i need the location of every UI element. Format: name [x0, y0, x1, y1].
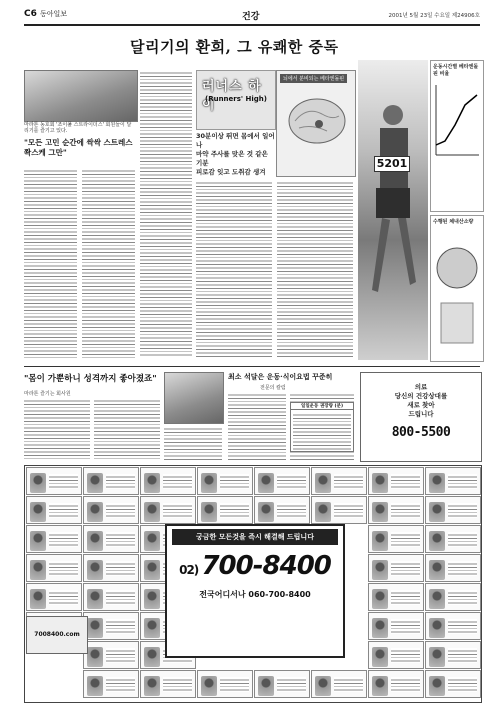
ad-text [106, 619, 135, 634]
runner-figure [358, 60, 428, 360]
oxygen-chart: 수행된 체내산소량 [430, 215, 484, 362]
ad-text [334, 474, 363, 489]
ad-text [391, 677, 420, 692]
advertiser-photo [315, 502, 331, 522]
advertiser-photo [429, 589, 445, 609]
ad-text [106, 474, 135, 489]
ad-text [163, 677, 192, 692]
ad-text [277, 677, 306, 692]
column-author: 전문의 칼럼 [260, 385, 286, 391]
advertiser-photo [144, 531, 160, 551]
classified-ad-cell[interactable] [368, 496, 424, 524]
ad-text [448, 532, 477, 547]
ad-top-line: 궁금한 모든것을 즉시 해결해 드립니다 [172, 529, 338, 545]
ad-nationwide: 전국어디서나 060-700-8400 [199, 590, 311, 599]
classified-ad-cell[interactable] [311, 670, 367, 698]
advertiser-photo [315, 676, 331, 696]
page-number: C6 동아일보 [24, 9, 68, 19]
advertiser-photo [30, 589, 46, 609]
ad-text [391, 532, 420, 547]
advertiser-photo [30, 560, 46, 580]
exercise-table: 일일운동 권장량 (분) [290, 402, 354, 452]
ad-text [277, 474, 306, 489]
classified-ad-cell[interactable] [368, 525, 424, 553]
bib-number: 5201 [374, 156, 410, 172]
advertiser-photo [258, 473, 274, 493]
runners-high-title: 러너스 하이 [202, 79, 262, 113]
classified-ad-cell[interactable] [425, 525, 481, 553]
ad-text [448, 561, 477, 576]
endorphin-chart: 운동시간별 베타엔돌핀 비율 [430, 60, 484, 212]
advertiser-photo [372, 618, 388, 638]
ad-text [106, 590, 135, 605]
advertiser-photo [372, 473, 388, 493]
ad-text [220, 677, 249, 692]
advertiser-photo [87, 676, 103, 696]
classified-ad-cell[interactable] [26, 554, 82, 582]
article-text-col4 [196, 180, 272, 358]
ad-text [334, 677, 363, 692]
runners-high-quote: 30분이상 뛰면 몸에서 일어나 마약 주사를 맞은 것 같은 기분 피로감 잊고 도취감 생겨 [196, 132, 275, 176]
advertiser-photo [87, 618, 103, 638]
advertiser-photo [429, 618, 445, 638]
classified-ad-cell[interactable] [140, 496, 196, 524]
runners-high-english: (Runners' High) [205, 95, 267, 103]
issue-date: 2001년 5월 23일 수요일 제24906호 [388, 13, 480, 19]
advertiser-photo [429, 531, 445, 551]
runners-high-box [196, 70, 276, 130]
ad-text [49, 561, 78, 576]
main-headline: 달리기의 환희, 그 유쾌한 중독 [130, 38, 339, 56]
classified-ad-cell[interactable] [254, 467, 310, 495]
brain-label: 뇌에서 분비되는 베타엔돌핀 [280, 74, 347, 83]
ad-text [49, 590, 78, 605]
advertiser-photo [315, 473, 331, 493]
ad-phone: 800-5500 [391, 425, 451, 440]
ad-text [391, 590, 420, 605]
middle-text-col1 [24, 398, 90, 460]
ad-text [448, 474, 477, 489]
photo-caption: 마라톤 동호회 '조이풀 스트라이더스' 회원들이 달리기를 즐기고 있다. [24, 122, 132, 134]
ad-text [163, 474, 192, 489]
oxygen-figure [431, 228, 483, 363]
classified-ad-cell[interactable] [425, 612, 481, 640]
advertiser-photo [372, 531, 388, 551]
classified-ad-cell[interactable] [368, 467, 424, 495]
classified-ad-cell[interactable] [368, 641, 424, 669]
classified-ad-cell[interactable] [368, 554, 424, 582]
advertiser-photo [144, 589, 160, 609]
classified-ad-cell[interactable] [197, 670, 253, 698]
ad-text [49, 532, 78, 547]
section-title: 건강 [242, 12, 260, 22]
ad-text [334, 503, 363, 518]
article-text-col2 [82, 168, 135, 358]
classified-ad-cell[interactable] [197, 467, 253, 495]
ad-text [448, 619, 477, 634]
classified-ad-cell[interactable] [368, 670, 424, 698]
classified-ad-cell[interactable] [425, 554, 481, 582]
classified-ad-cell[interactable] [254, 670, 310, 698]
column-headline: 최소 석달은 운동·식이요법 꾸준히 [228, 372, 333, 381]
classified-ad-cell[interactable] [26, 496, 82, 524]
classified-ad-cell[interactable] [425, 641, 481, 669]
classified-ad-cell[interactable] [83, 583, 139, 611]
ad-text [391, 474, 420, 489]
ad-text [49, 474, 78, 489]
article-text-col5 [277, 180, 353, 358]
website-ad[interactable]: 7008400.com [26, 616, 88, 654]
classified-ad-cell[interactable] [83, 641, 139, 669]
middle-headline: "몸이 가뿐하니 성격까지 좋아졌죠" [24, 374, 157, 384]
ad-text [106, 503, 135, 518]
ad-text [106, 677, 135, 692]
classified-ad-cell[interactable] [83, 554, 139, 582]
marathon-runner-photo [358, 60, 428, 360]
advertiser-photo [429, 473, 445, 493]
classified-ad-cell[interactable] [368, 583, 424, 611]
classified-ad-cell[interactable] [311, 496, 367, 524]
ad-text [163, 503, 192, 518]
advertiser-photo [87, 473, 103, 493]
ad-text [391, 503, 420, 518]
ad-text [49, 503, 78, 518]
ad-text [391, 619, 420, 634]
advertiser-photo [201, 473, 217, 493]
advertiser-photo [30, 531, 46, 551]
ad-text [448, 503, 477, 518]
divider [24, 366, 480, 367]
advertiser-photo [87, 502, 103, 522]
advertiser-photo [87, 560, 103, 580]
page-header [24, 9, 480, 26]
classified-ad-grid [24, 465, 482, 703]
classified-ad-cell[interactable] [197, 496, 253, 524]
advertiser-photo [429, 560, 445, 580]
classified-ad-cell[interactable] [425, 467, 481, 495]
classified-ad-cell[interactable] [140, 467, 196, 495]
advertiser-photo [144, 647, 160, 667]
ad-text [391, 561, 420, 576]
brain-illustration [277, 76, 355, 176]
ad-text [448, 677, 477, 692]
advertiser-photo [201, 676, 217, 696]
ad-text [106, 648, 135, 663]
article-text-col3 [140, 70, 192, 358]
advertiser-photo [30, 502, 46, 522]
advertiser-photo [372, 647, 388, 667]
advertiser-photo [372, 589, 388, 609]
runners-group-photo [24, 70, 138, 122]
advertiser-photo [87, 589, 103, 609]
advertiser-photo [258, 676, 274, 696]
classified-ad-cell[interactable] [83, 496, 139, 524]
endorphin-line [431, 75, 483, 215]
ad-text [106, 532, 135, 547]
classified-ad-cell[interactable] [26, 583, 82, 611]
brain-diagram [276, 70, 356, 177]
advertiser-photo [372, 502, 388, 522]
medical-ad[interactable]: 의료 당신의 건강상대를 새로 찾아 드립니다 800-5500 [360, 372, 482, 462]
classified-ad-cell[interactable] [26, 525, 82, 553]
advertiser-photo [144, 473, 160, 493]
middle-author: 마라톤 즐기는 회사원 [24, 391, 71, 397]
classified-ad-cell[interactable] [368, 612, 424, 640]
article-text-col1 [24, 168, 77, 358]
advertiser-photo [87, 531, 103, 551]
classified-ad-cell[interactable] [140, 670, 196, 698]
advertiser-photo [201, 502, 217, 522]
ad-text [220, 474, 249, 489]
classified-ad-cell[interactable] [254, 496, 310, 524]
advertiser-photo [144, 618, 160, 638]
classified-ad-cell[interactable] [26, 467, 82, 495]
column-text-col1 [228, 392, 286, 460]
middle-text-col3 [164, 426, 222, 460]
interview-photo [164, 372, 224, 424]
advertiser-photo [144, 560, 160, 580]
advertiser-photo [87, 647, 103, 667]
advertiser-photo [429, 676, 445, 696]
advertiser-photo [30, 473, 46, 493]
classified-ad-cell[interactable] [83, 670, 139, 698]
ad-text [220, 503, 249, 518]
center-phone-ad[interactable] [165, 524, 345, 658]
advertiser-photo [144, 676, 160, 696]
classified-ad-cell[interactable] [83, 525, 139, 553]
ad-text [448, 590, 477, 605]
ad-text [277, 503, 306, 518]
classified-ad-cell[interactable] [83, 612, 139, 640]
advertiser-photo [429, 647, 445, 667]
classified-ad-cell[interactable] [425, 496, 481, 524]
ad-text [106, 561, 135, 576]
advertiser-photo [372, 560, 388, 580]
classified-ad-cell[interactable] [425, 670, 481, 698]
classified-ad-cell[interactable] [425, 583, 481, 611]
advertiser-photo [372, 676, 388, 696]
advertiser-photo [429, 502, 445, 522]
classified-ad-cell[interactable] [83, 467, 139, 495]
ad-phone-number: 02) 700-8400 [179, 551, 331, 581]
ad-text [448, 648, 477, 663]
ad-text [391, 648, 420, 663]
classified-ad-cell[interactable] [311, 467, 367, 495]
advertiser-photo [144, 502, 160, 522]
middle-text-col2 [94, 398, 160, 460]
pull-quote: "모든 고민 순간에 싹싹 스트레스 쫙스케 그만" [24, 138, 133, 157]
advertiser-photo [258, 502, 274, 522]
